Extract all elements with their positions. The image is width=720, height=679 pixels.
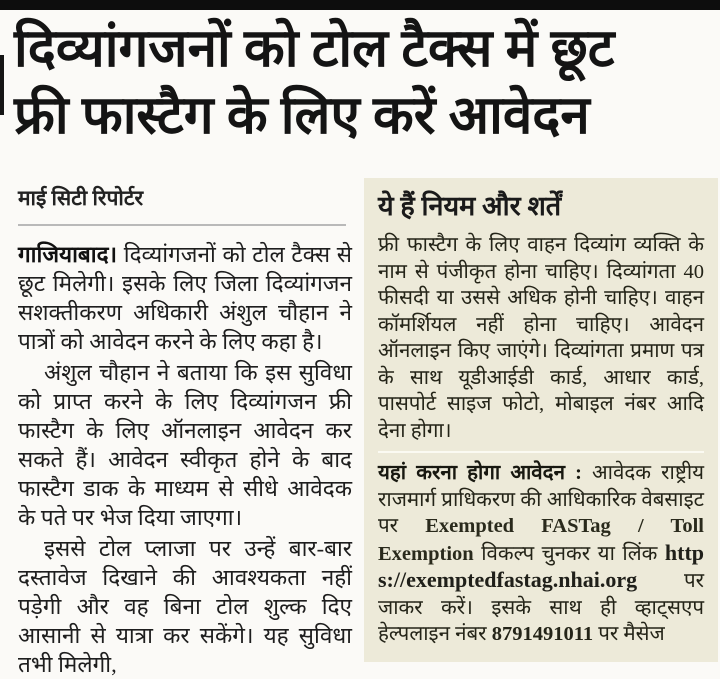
article-paragraph-3: इससे टोल प्लाजा पर उन्हें बार-बार दस्तावेज दिखाने की आवश्यकता नहीं पड़ेगी और वह बिना टोल शुल्क दिए आसानी से यात्रा कर सकेंगे। यह सुविधा तभी मिलेगी, bbox=[18, 536, 352, 677]
apply-lead: यहां करना होगा आवेदन : bbox=[378, 462, 582, 484]
apply-paragraph bbox=[378, 460, 704, 648]
apply-text-1: आवेदक राष्ट्रीय राजमार्ग प्राधिकरण की आधिकारिक वेबसाइट पर bbox=[378, 462, 705, 537]
rules-box-divider bbox=[378, 451, 704, 453]
rules-paragraph: फ्री फास्टैग के लिए वाहन दिव्यांग व्यक्ति के नाम से पंजीकृत होना चाहिए। दिव्यांगता 40 फीसदी या उससे अधिक होनी चाहिए। वाहन कॉमर्शियल नहीं होना चाहिए। आवेदन ऑनलाइन किए जाएंगे। दिव्यांगता प्रमाण पत्र के साथ यूडीआईडी कार्ड, आधार कार्ड, पासपोर्ट साइज फोटो, मोबाइल नंबर आदि देना होगा। bbox=[378, 234, 704, 442]
helpline-number: 8791491011 bbox=[491, 623, 594, 645]
article-paragraph-2: अंशुल चौहान ने बताया कि इस सुविधा को प्राप्त करने के लिए दिव्यांगजन फ्री फास्टैग के लिए ऑनलाइन आवेदन कर सकते हैं। आवेदन स्वीकृत होने के बाद फास्टैग डाक के माध्यम से सीधे आवेदक के पते पर भेज दिया जाएगा। bbox=[18, 360, 352, 530]
rules-box bbox=[364, 178, 718, 662]
headline-line-2: फ्री फास्टैग के लिए करें आवेदन bbox=[14, 87, 590, 145]
apply-text-4: पर मैसेज bbox=[598, 623, 665, 645]
paragraph-text: दिव्यांगजनों को टोल टैक्स से छूट मिलेगी। इसके लिए जिला दिव्यांगजन सशक्तीकरण अधिकारी अंशुल चौहान ने पात्रों को आवेदन करने के लिए कहा है। bbox=[18, 242, 352, 354]
headline bbox=[0, 0, 720, 150]
left-edge-mark bbox=[0, 55, 4, 115]
byline-divider bbox=[18, 224, 346, 226]
article-paragraph-1 bbox=[18, 240, 352, 356]
top-border-bar bbox=[0, 0, 720, 10]
article-column bbox=[18, 176, 352, 677]
article-body bbox=[0, 176, 720, 677]
website-url: https://exemptedfastag.nhai.org bbox=[378, 539, 705, 592]
apply-text-2: विकल्प चुनकर या लिंक bbox=[481, 542, 658, 565]
headline-line-1: दिव्यांगजनों को टोल टैक्स में छूट bbox=[14, 20, 615, 78]
rules-box-title: ये हैं नियम और शर्तें bbox=[378, 191, 562, 221]
apply-text-3: पर जाकर करें। इसके साथ ही व्हाट्सएप हेल्पलाइन नंबर bbox=[378, 570, 704, 645]
byline: माई सिटी रिपोर्टर bbox=[18, 186, 144, 210]
fastag-option-label: Exempted FASTag / Toll Exemption bbox=[378, 515, 704, 565]
dateline: गाजियाबाद। bbox=[18, 242, 118, 267]
